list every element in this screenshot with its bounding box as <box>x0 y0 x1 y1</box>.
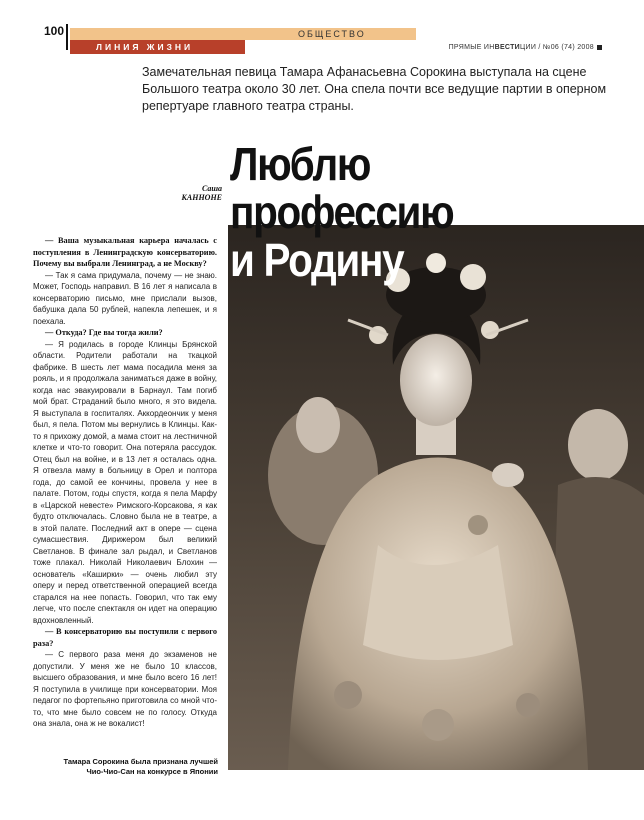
question-2: — Откуда? Где вы тогда жили? <box>45 328 163 337</box>
title-line-1: Люблю <box>230 138 371 190</box>
title-line-2: профессию <box>230 186 454 238</box>
answer-2: — Я родилась в городе Клинцы Брянской области. Родители работали на ткацкой фабрике. В шесть лет мама посадила меня за рояль, и я продолжала заниматься даже в войну, когда нас эвакуировали в Барнаул. Там погиб мой брат. Страданий было много, я это видела. Я выступала в госпиталях. Аккордеончик у меня был, я пела. Потом мы вернулись в Клинцы. Как-то я прихожу домой, а мама стоит на лестничной клетке и что-то говорит. Она потеряла рассудок. Отец был на войне, и в 13 лет я осталась одна. Я отвезла маму в больницу в Орел и полтора года, до самой ее кончины, провела у нее в палате. Потом, годы спустя, когда я пела Марфу в «Царской невесте» Римского-Корсакова, я как будто отключалась. Словно была не в театре, а в этой палате. Последний акт в опере — сцена сумасшествия. Дирижером был великий Светланов. В финале зал рыдал, и Светланов тоже плакал. Николай Николаевич Блохин — основатель «Каширки» — очень любил эту оперу и перед ответственной операцией всегда старался на нее попасть. Говорил, что так ему легче, что после спектакля он идет на операцию вдохновленный. <box>33 339 217 625</box>
lead-paragraph: Замечательная певица Тамара Афанасьевна Сорокина выступала на сцене Большого театра около 30 лет. Она спела почти все ведущие партии в оперном репертуаре главного театра страны. <box>142 65 607 113</box>
section-label: ОБЩЕСТВО <box>298 29 366 39</box>
rubric-label: ЛИНИЯ ЖИЗНИ <box>96 42 194 52</box>
square-bullet-icon <box>597 45 602 50</box>
answer-3: — С первого раза меня до экзаменов не допустили. У меня же не было 10 классов, высшего образования, и мне было всего 16 лет! Я поступила в училище при консерватории. Моя педагог по фортепьяно приготовила со мной что-то, что мне было совсем не по голосу. Откуда она знала, она ж не вокалист! <box>33 650 217 728</box>
section-band <box>70 28 416 40</box>
author-byline: Саша КАННОНЕ <box>181 184 222 202</box>
rubric-band <box>70 40 245 54</box>
question-3: — В консерваторию вы поступили с первого раза? <box>33 627 217 648</box>
article-title <box>230 140 582 284</box>
issue-info: ПРЯМЫЕ ИНВЕСТИЦИИ / №06 (74) 2008 <box>449 44 602 51</box>
article-body <box>33 235 217 730</box>
photo-caption: Тамара Сорокина была признана лучшей Чио-Чио-Сан на конкурсе в Японии <box>63 757 218 776</box>
page-number: 100 <box>44 24 65 38</box>
question-1: — Ваша музыкальная карьера началась с поступления в Ленинградскую консерваторию. Почему вы выбрали Ленинград, а не Москву? <box>33 236 217 268</box>
answer-1: — Так я сама придумала, почему — не знаю. Может, Господь направил. В 16 лет я написала в консерваторию письмо, мне прислали вызов, бабушка дала 50 рублей, напекла лепешек, и я поехала. <box>33 270 217 326</box>
performance-photo <box>228 225 644 770</box>
title-line-3: и Родину <box>230 234 404 286</box>
header-divider <box>66 24 68 50</box>
